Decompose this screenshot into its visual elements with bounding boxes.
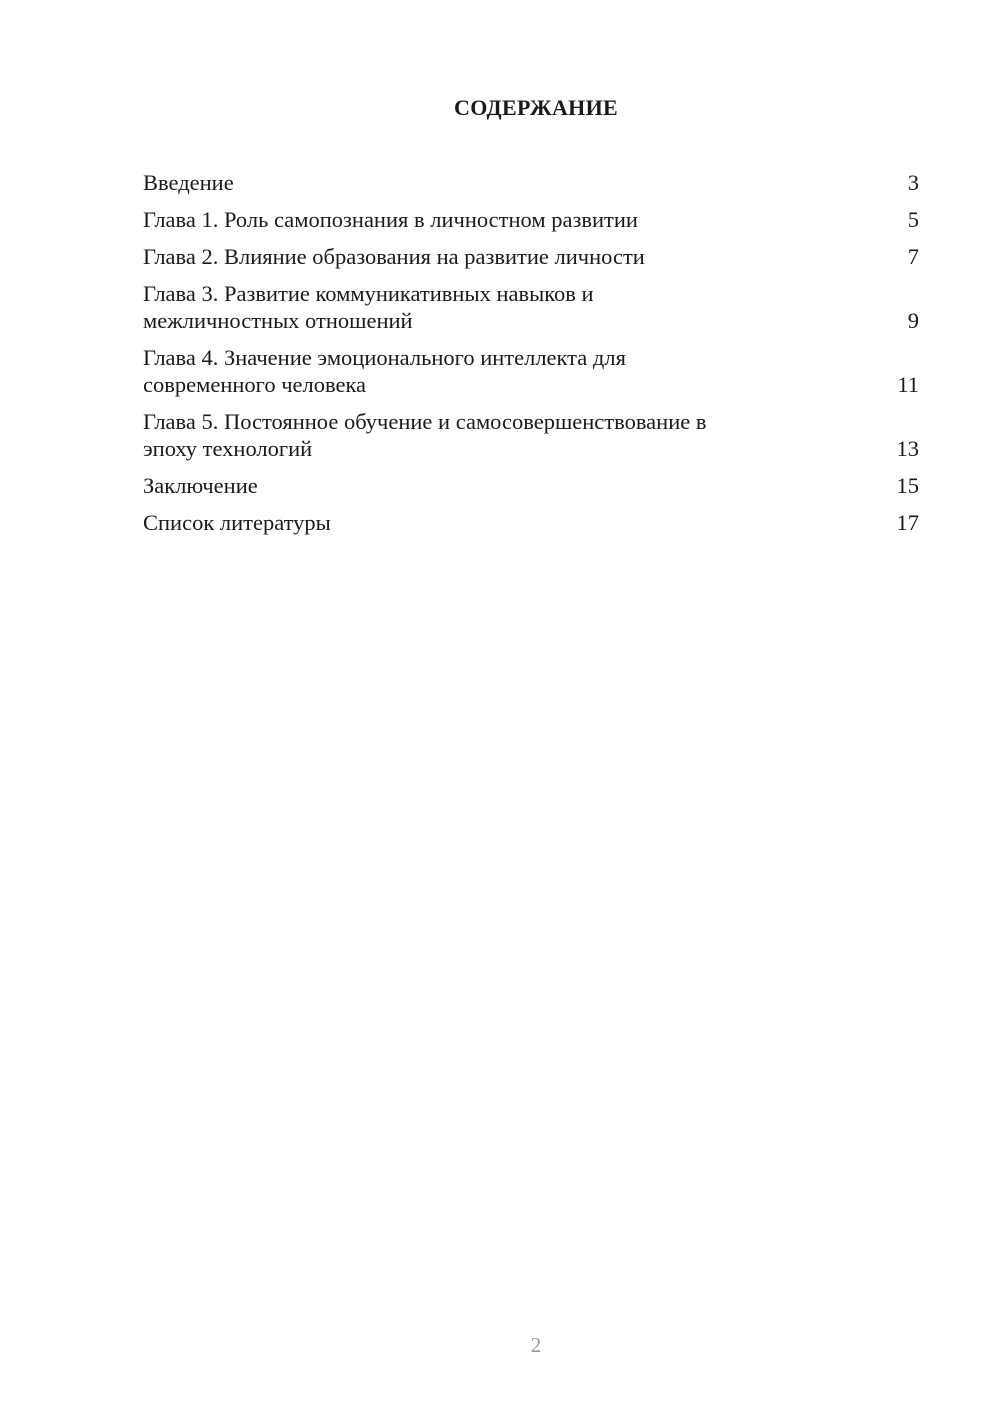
toc-entry-title (143, 169, 234, 196)
toc-entry-title-line2: межличностных отношений (143, 308, 413, 333)
toc-entry-title-line1: Глава 3. Развитие коммуникативных навыков и (143, 281, 594, 306)
toc-entry-bibliography[interactable] (143, 509, 919, 536)
toc-entry-title-line1: Глава 5. Постоянное обучение и самосовершенствование в (143, 409, 707, 434)
toc-entry-introduction[interactable] (143, 169, 919, 196)
toc-entry-title (143, 344, 626, 398)
toc-entry-chapter-5[interactable] (143, 408, 919, 462)
toc-entry-conclusion[interactable] (143, 472, 919, 499)
toc-entry-title-line1: Глава 1. Роль самопознания в личностном развитии (143, 207, 638, 232)
toc-entry-title-line1: Заключение (143, 473, 258, 498)
toc-entry-title-line1: Список литературы (143, 510, 331, 535)
page-title: СОДЕРЖАНИЕ (454, 95, 618, 120)
toc-entry-title-line1: Глава 4. Значение эмоционального интеллекта для (143, 345, 626, 370)
toc-entry-page-number: 7 (907, 244, 919, 269)
toc-entry-title-line1: Введение (143, 170, 234, 195)
toc-entry-chapter-3[interactable] (143, 280, 919, 334)
toc-entry-title (143, 243, 645, 270)
toc-entry-chapter-1[interactable] (143, 206, 919, 233)
toc-entry-page-number: 17 (896, 510, 919, 535)
toc-entry-page-number: 9 (907, 308, 919, 333)
toc-entry-page-number: 3 (907, 170, 919, 195)
toc-entry-page-number: 13 (896, 436, 919, 461)
toc-entry-title-line2: эпоху технологий (143, 436, 313, 461)
toc-entry-title-line2: современного человека (143, 372, 367, 397)
toc-entry-title (143, 280, 594, 334)
toc-entry-page-number: 5 (907, 207, 919, 232)
toc-entry-title-line1: Глава 2. Влияние образования на развитие личности (143, 244, 645, 269)
page-number: 2 (530, 1333, 542, 1357)
toc-entry-title (143, 206, 638, 233)
table-of-contents (143, 169, 919, 546)
toc-entry-chapter-4[interactable] (143, 344, 919, 398)
toc-entry-chapter-2[interactable] (143, 243, 919, 270)
toc-entry-title (143, 408, 706, 462)
toc-entry-title (143, 509, 331, 536)
toc-entry-page-number: 11 (897, 372, 919, 397)
toc-entry-title (143, 472, 258, 499)
toc-entry-page-number: 15 (896, 473, 919, 498)
